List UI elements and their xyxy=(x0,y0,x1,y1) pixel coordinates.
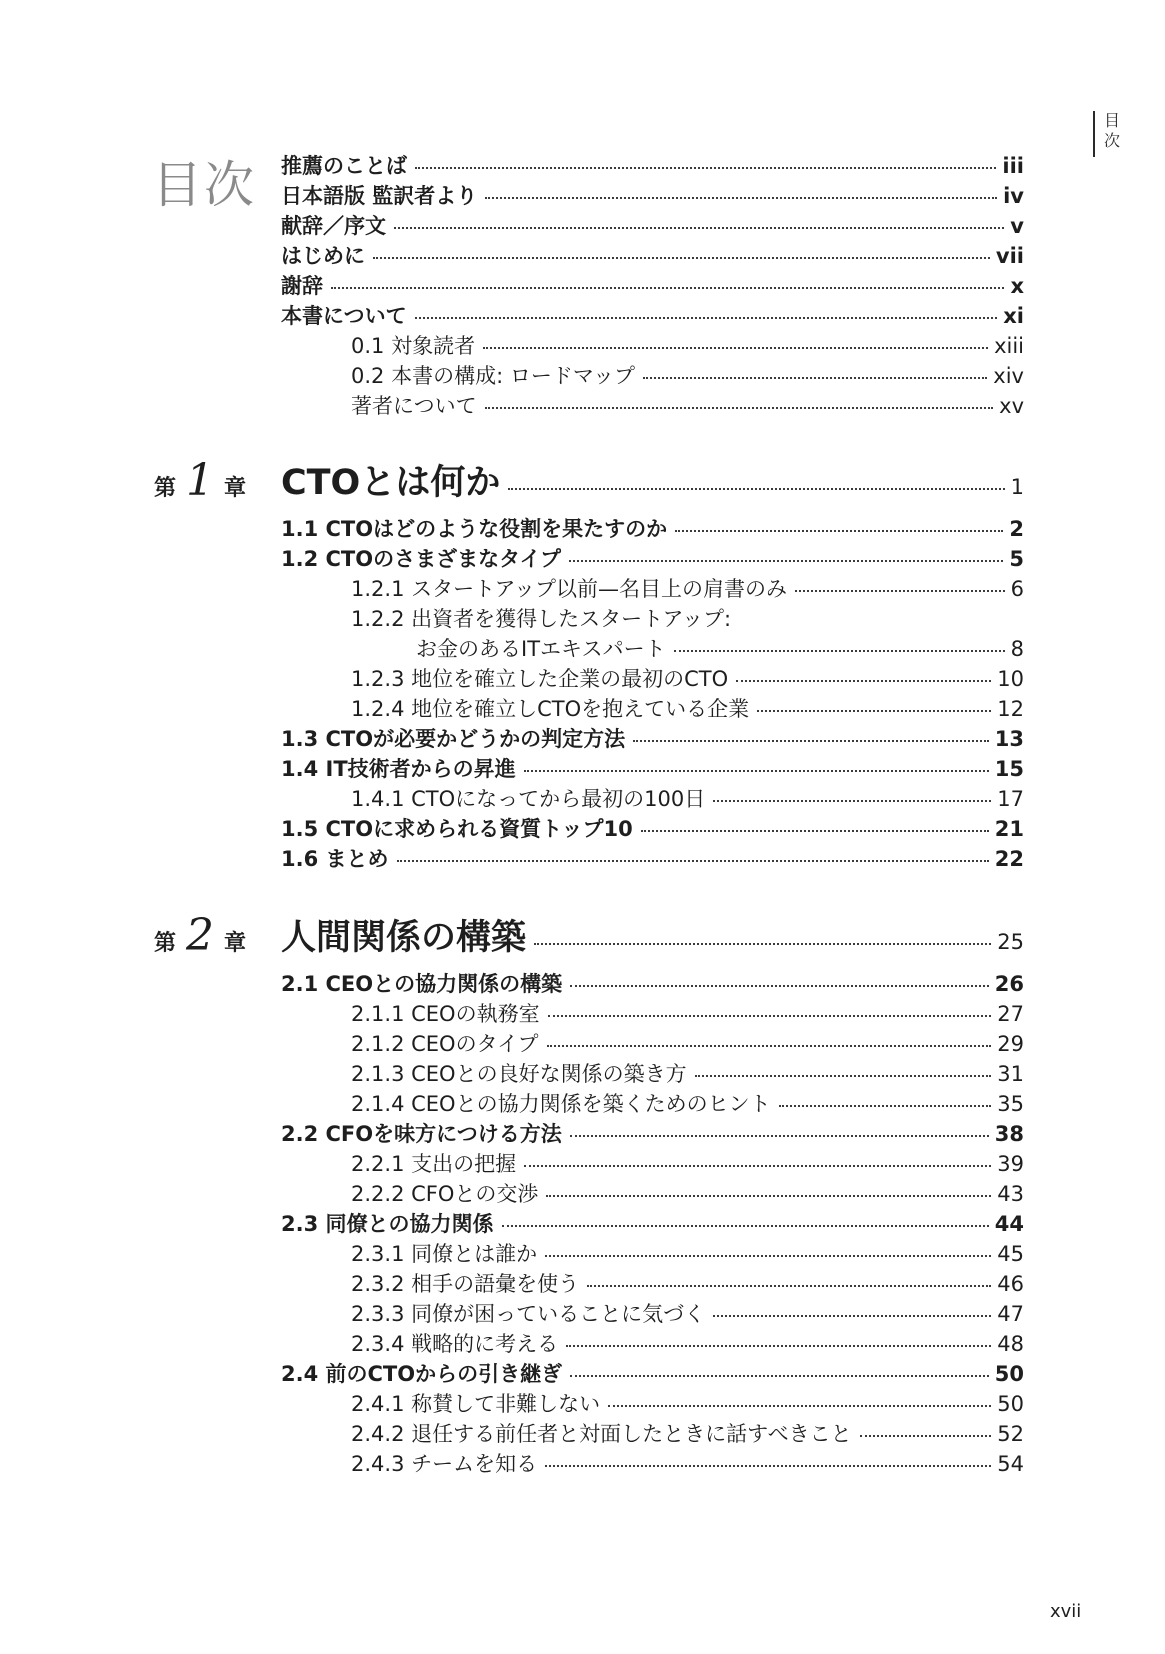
toc-entry-title: 2.2.2 CFOとの交渉 xyxy=(351,1182,539,1206)
toc-entry[interactable] xyxy=(281,270,1024,300)
leader-dots xyxy=(795,590,1005,592)
leader-dots xyxy=(508,488,1004,490)
leader-dots xyxy=(485,197,997,199)
leader-dots xyxy=(570,1375,989,1377)
leader-dots xyxy=(608,1405,991,1407)
chapter-heading[interactable] xyxy=(281,910,1024,960)
toc-entry-title: 本書について xyxy=(281,304,407,328)
toc-entry[interactable] xyxy=(281,843,1024,873)
toc-entry[interactable] xyxy=(351,1058,1024,1088)
toc-entry[interactable] xyxy=(281,180,1024,210)
leader-dots xyxy=(860,1435,992,1437)
chapter-page: 25 xyxy=(997,930,1024,954)
toc-entry-page: 2 xyxy=(1009,517,1024,541)
leader-dots xyxy=(331,287,1004,289)
leader-dots xyxy=(779,1105,992,1107)
toc-entry[interactable] xyxy=(351,1178,1024,1208)
toc-entry-page: 26 xyxy=(994,972,1024,996)
chapter-label xyxy=(154,455,246,506)
toc-entry[interactable] xyxy=(281,240,1024,270)
leader-dots xyxy=(757,710,991,712)
leader-dots xyxy=(483,347,988,349)
toc-entry-title: 0.2 本書の構成: ロードマップ xyxy=(351,364,635,388)
toc-entry-title: はじめに xyxy=(281,244,365,268)
page-number: xvii xyxy=(1050,1601,1082,1622)
toc-entry-title: 2.3.2 相手の語彙を使う xyxy=(351,1272,580,1296)
side-tab xyxy=(1093,111,1129,157)
toc-entry-title: 2.3.1 同僚とは誰か xyxy=(351,1242,538,1266)
side-tab-line2: 次 xyxy=(1103,131,1120,150)
toc-entry-page: 29 xyxy=(997,1032,1024,1056)
toc-entry-title: 1.6 まとめ xyxy=(281,847,389,871)
toc-entry[interactable] xyxy=(281,150,1024,180)
toc-entry[interactable] xyxy=(281,753,1024,783)
toc-entry[interactable] xyxy=(416,633,1024,663)
toc-entry-page: xiii xyxy=(994,334,1024,358)
toc-entry-title: 謝辞 xyxy=(281,274,323,298)
leader-dots xyxy=(394,227,1004,229)
chapter-title: CTOとは何か xyxy=(281,463,501,503)
toc-entry-title: 1.4.1 CTOになってから最初の100日 xyxy=(351,787,706,811)
toc-entry[interactable] xyxy=(351,663,1024,693)
toc-entry-title: 1.2.1 スタートアップ以前—名目上の肩書のみ xyxy=(351,577,788,601)
toc-entry-title: 2.3.4 戦略的に考える xyxy=(351,1332,559,1356)
chapter-number: 2 xyxy=(186,910,215,961)
leader-dots xyxy=(570,1135,989,1137)
toc-entry-page: 10 xyxy=(997,667,1024,691)
toc-entry-page: xi xyxy=(1003,304,1024,328)
toc-entry[interactable] xyxy=(281,1118,1024,1148)
leader-dots xyxy=(570,985,989,987)
toc-entry-page: 38 xyxy=(994,1122,1024,1146)
toc-entry-page: 50 xyxy=(994,1362,1024,1386)
toc-entry[interactable] xyxy=(281,543,1024,573)
toc-entry-title: お金のあるITエキスパート xyxy=(416,637,666,661)
toc-entry-title: 0.1 対象読者 xyxy=(351,334,476,358)
toc-entry-page: 5 xyxy=(1009,547,1024,571)
toc-entry[interactable] xyxy=(351,1328,1024,1358)
toc-entry-page: 31 xyxy=(997,1062,1024,1086)
leader-dots xyxy=(713,1315,991,1317)
toc-entry[interactable] xyxy=(351,1238,1024,1268)
toc-entry-title: 日本語版 監訳者より xyxy=(281,184,478,208)
toc-entry-page: 48 xyxy=(997,1332,1024,1356)
leader-dots xyxy=(502,1225,989,1227)
leader-dots xyxy=(485,407,994,409)
toc-entry[interactable] xyxy=(281,513,1024,543)
page-title: 目次 xyxy=(152,156,256,214)
toc-entry-title: 1.2 CTOのさまざまなタイプ xyxy=(281,547,562,571)
chapter-heading[interactable] xyxy=(281,455,1024,505)
toc-entry-title: 著者について xyxy=(351,394,477,418)
toc-entry[interactable] xyxy=(351,1418,1024,1448)
toc-entry-title: 1.2.3 地位を確立した企業の最初のCTO xyxy=(351,667,729,691)
toc-entry-page: xv xyxy=(999,394,1024,418)
leader-dots xyxy=(524,1165,991,1167)
toc-entry[interactable] xyxy=(281,723,1024,753)
toc-entry-title: 2.3 同僚との協力関係 xyxy=(281,1212,494,1236)
toc-entry-title: 1.1 CTOはどのような役割を果たすのか xyxy=(281,517,668,541)
chapter-page: 1 xyxy=(1010,475,1024,499)
leader-dots xyxy=(587,1285,991,1287)
toc-entry-title: 推薦のことば xyxy=(281,154,407,178)
chapter-title: 人間関係の構築 xyxy=(281,918,527,958)
toc-entry-title: 2.4.1 称賛して非難しない xyxy=(351,1392,601,1416)
chapter-number: 1 xyxy=(186,455,215,506)
leader-dots xyxy=(674,650,1005,652)
leader-dots xyxy=(373,257,990,259)
toc-entry-title: 2.4 前のCTOからの引き継ぎ xyxy=(281,1362,563,1386)
toc-entry-page: 45 xyxy=(997,1242,1024,1266)
toc-entry[interactable] xyxy=(351,390,1024,420)
toc-entry-title: 2.1.3 CEOとの良好な関係の築き方 xyxy=(351,1062,687,1086)
toc-entry[interactable] xyxy=(351,1298,1024,1328)
toc-entry[interactable] xyxy=(281,968,1024,998)
toc-entry[interactable] xyxy=(281,1208,1024,1238)
toc-entry-title: 1.5 CTOに求められる資質トップ10 xyxy=(281,817,633,841)
leader-dots xyxy=(524,770,989,772)
leader-dots xyxy=(566,1345,991,1347)
toc-entry-page: iii xyxy=(1002,154,1024,178)
leader-dots xyxy=(415,167,996,169)
toc-entry-page: 47 xyxy=(997,1302,1024,1326)
chapter-label-post: 章 xyxy=(224,476,247,501)
toc-entry[interactable] xyxy=(351,998,1024,1028)
toc-entry-page: 54 xyxy=(997,1452,1024,1476)
side-tab-line1: 目 xyxy=(1103,111,1120,130)
leader-dots xyxy=(736,680,991,682)
leader-dots xyxy=(546,1195,991,1197)
toc-entry-title: 2.1.2 CEOのタイプ xyxy=(351,1032,539,1056)
leader-dots xyxy=(641,830,989,832)
toc-entry-page: 22 xyxy=(994,847,1024,871)
toc-entry-title: 2.4.3 チームを知る xyxy=(351,1452,538,1476)
toc-entry[interactable] xyxy=(281,300,1024,330)
toc-entry-title: 2.4.2 退任する前任者と対面したときに話すべきこと xyxy=(351,1422,852,1446)
toc-entry-title: 2.1.1 CEOの執務室 xyxy=(351,1002,540,1026)
leader-dots xyxy=(415,317,998,319)
toc-entry-page: 12 xyxy=(997,697,1024,721)
toc-entry-page: xiv xyxy=(993,364,1024,388)
toc-entry-page: 43 xyxy=(997,1182,1024,1206)
toc-entry[interactable] xyxy=(281,1358,1024,1388)
toc-entry-title: 1.2.2 出資者を獲得したスタートアップ: xyxy=(351,607,732,631)
leader-dots xyxy=(548,1015,992,1017)
toc-entry[interactable] xyxy=(351,1148,1024,1178)
toc-entry[interactable] xyxy=(351,1088,1024,1118)
toc-entry[interactable] xyxy=(281,813,1024,843)
toc-entry-page: 15 xyxy=(994,757,1024,781)
toc-entry-page: v xyxy=(1010,214,1024,238)
leader-dots xyxy=(643,377,987,379)
toc-entry-page: x xyxy=(1010,274,1024,298)
chapter-label-post: 章 xyxy=(224,931,247,956)
toc-entry-title: 献辞／序文 xyxy=(281,214,386,238)
toc-entry[interactable] xyxy=(351,1388,1024,1418)
toc-entry-title: 2.1.4 CEOとの協力関係を築くためのヒント xyxy=(351,1092,771,1116)
toc-entry[interactable] xyxy=(351,330,1024,360)
chapter-label-pre: 第 xyxy=(154,476,177,501)
toc-entry-page: 8 xyxy=(1010,637,1024,661)
toc-entry-page: 52 xyxy=(997,1422,1024,1446)
toc-entry[interactable] xyxy=(351,1448,1024,1478)
leader-dots xyxy=(633,740,989,742)
toc-entry-page: 35 xyxy=(997,1092,1024,1116)
toc-entry[interactable] xyxy=(351,693,1024,723)
toc-entry[interactable] xyxy=(351,1028,1024,1058)
toc-entry-page: 21 xyxy=(994,817,1024,841)
chapter-label-pre: 第 xyxy=(154,931,177,956)
toc-entry-page: 17 xyxy=(997,787,1024,811)
leader-dots xyxy=(695,1075,992,1077)
toc-entry-page: 27 xyxy=(997,1002,1024,1026)
leader-dots xyxy=(397,860,989,862)
chapter-label xyxy=(154,910,246,961)
leader-dots xyxy=(545,1465,991,1467)
toc-entry-page: iv xyxy=(1003,184,1024,208)
toc-entry-title: 2.3.3 同僚が困っていることに気づく xyxy=(351,1302,706,1326)
toc-entry[interactable] xyxy=(351,1268,1024,1298)
leader-dots xyxy=(545,1255,991,1257)
toc-entry-page: 50 xyxy=(997,1392,1024,1416)
toc-entry-title: 1.4 IT技術者からの昇進 xyxy=(281,757,516,781)
toc-entry[interactable] xyxy=(351,360,1024,390)
toc-entry-page: 46 xyxy=(997,1272,1024,1296)
toc-entry-page: 13 xyxy=(994,727,1024,751)
toc-entry-title: 2.1 CEOとの協力関係の構築 xyxy=(281,972,563,996)
toc-entry[interactable] xyxy=(351,573,1024,603)
toc-entry-page: 39 xyxy=(997,1152,1024,1176)
toc-entry-title: 2.2 CFOを味方につける方法 xyxy=(281,1122,562,1146)
toc-entry[interactable] xyxy=(281,210,1024,240)
leader-dots xyxy=(713,800,991,802)
toc-entry[interactable] xyxy=(351,783,1024,813)
toc-entry-title: 1.2.4 地位を確立しCTOを抱えている企業 xyxy=(351,697,750,721)
leader-dots xyxy=(534,943,991,945)
toc-entry-page: 44 xyxy=(994,1212,1024,1236)
toc-entry-page: vii xyxy=(995,244,1024,268)
leader-dots xyxy=(569,560,1003,562)
leader-dots xyxy=(547,1045,992,1047)
leader-dots xyxy=(675,530,1003,532)
toc-entry-title: 1.3 CTOが必要かどうかの判定方法 xyxy=(281,727,626,751)
toc-entry-title: 2.2.1 支出の把握 xyxy=(351,1152,517,1176)
toc-entry-page: 6 xyxy=(1010,577,1024,601)
